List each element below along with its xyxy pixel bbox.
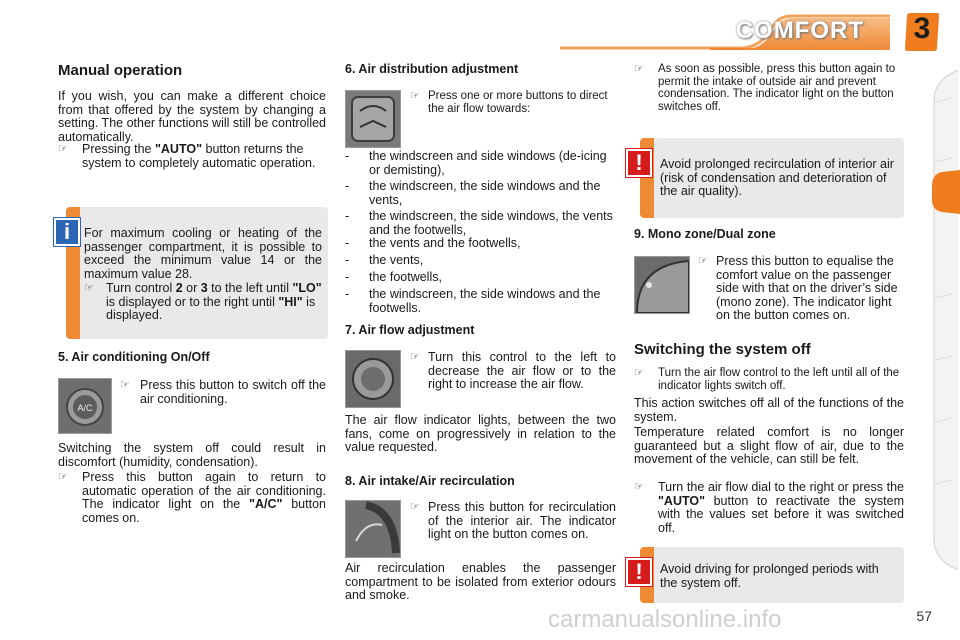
warning-icon: !: [626, 558, 652, 586]
switching-off-heading: Switching the system off: [634, 341, 811, 358]
info-box-text: For maximum cooling or heating of the passenger compartment, it is possible to exceed the minimum value 14 or the maximum value 28.: [84, 226, 322, 281]
pointing-hand-icon: ☞: [410, 351, 420, 363]
ac-paragraph: Switching the system off could result in discomfort (humidity, condensation).: [58, 441, 326, 469]
pointing-hand-icon: ☞: [634, 367, 644, 379]
air-flow-bullet: ☞ Turn this control to the left to decrease the air flow or to the right to increase the air flow.: [410, 350, 616, 391]
switching-off-paragraph-2: Temperature related comfort is no longer guaranteed but a slight flow of air, due to the movement of the vehicle, can still be felt.: [634, 425, 904, 466]
svg-text:A/C: A/C: [77, 403, 93, 413]
chapter-number: 3: [913, 12, 931, 45]
pointing-hand-icon: ☞: [120, 379, 130, 391]
switching-off-paragraph-1: This action switches off all of the functions of the system.: [634, 396, 904, 424]
pointing-hand-icon: ☞: [58, 471, 68, 483]
ac-bullet-2: ☞ Press this button again to return to automatic operation of the air conditioning. The indicator light on the "A/C" button comes on.: [58, 470, 326, 525]
warning-icon: !: [626, 149, 652, 177]
mono-zone-button-photo: [634, 256, 690, 314]
chapter-tabs[interactable]: [928, 70, 960, 570]
warning-text-system-off: Avoid driving for prolonged periods with the system off.: [660, 562, 879, 590]
recirculation-button-photo: [345, 500, 401, 558]
info-box-bullet: ☞ Turn control 2 or 3 to the left until "LO" is displayed or to the right until "HI" is displayed.: [84, 281, 322, 322]
auto-bullet: ☞ Pressing the "AUTO" button returns the system to completely automatic operation.: [58, 142, 316, 170]
pointing-hand-icon: ☞: [698, 255, 708, 267]
pointing-hand-icon: ☞: [84, 282, 94, 294]
recirculation-off-bullet: ☞ As soon as possible, press this button again to permit the intake of outside air and prevent condensation. The indicator light on the button switches off.: [634, 63, 896, 113]
mono-zone-bullet: ☞ Press this button to equalise the comfort value on the passenger side with that on the driver’s side (mono zone). The indicator light on the button comes on.: [698, 254, 898, 322]
distribution-bullet: ☞ Press one or more buttons to direct the air flow towards:: [410, 90, 608, 115]
distribution-buttons-photo: [345, 90, 401, 148]
pointing-hand-icon: ☞: [634, 63, 644, 75]
ac-button-photo: [58, 378, 112, 434]
pointing-hand-icon: ☞: [634, 481, 644, 493]
manual-operation-paragraph: If you wish, you can make a different choice from that offered by the system by changing a setting. The other functions will still be controlled automatically.: [58, 89, 326, 144]
info-icon: i: [54, 218, 80, 246]
recirculation-heading: 8. Air intake/Air recirculation: [345, 474, 515, 488]
pointing-hand-icon: ☞: [58, 143, 68, 155]
distribution-heading: 6. Air distribution adjustment: [345, 62, 519, 76]
ac-bullet: ☞ Press this button to switch off the air conditioning.: [120, 378, 326, 406]
manual-operation-heading: Manual operation: [58, 62, 183, 79]
recirculation-bullet: ☞ Press this button for recirculation of the interior air. The indicator light on the button comes on.: [410, 500, 616, 541]
chapter-title: COMFORT: [735, 17, 864, 44]
ac-heading: 5. Air conditioning On/Off: [58, 350, 210, 364]
air-flow-paragraph: The air flow indicator lights, between the two fans, come on progressively in relation to the value requested.: [345, 413, 616, 454]
air-flow-dial-photo: [345, 350, 401, 408]
warning-text-recirculation: Avoid prolonged recirculation of interior air (risk of condensation and deterioration of the air quality).: [660, 157, 894, 198]
watermark: carmanualsonline.info: [548, 606, 782, 633]
page-number: 57: [916, 608, 932, 624]
air-flow-heading: 7. Air flow adjustment: [345, 323, 475, 337]
switching-off-bullet: ☞ Turn the air flow control to the left until all of the indicator lights switch off.: [634, 367, 900, 392]
reactivate-bullet: ☞ Turn the air flow dial to the right or press the "AUTO" button to reactivate the system with the values set before it was switched off.: [634, 480, 904, 535]
recirculation-paragraph: Air recirculation enables the passenger compartment to be isolated from exterior odours and smoke.: [345, 561, 616, 602]
pointing-hand-icon: ☞: [410, 501, 420, 513]
pointing-hand-icon: ☞: [410, 90, 420, 102]
mono-zone-heading: 9. Mono zone/Dual zone: [634, 227, 776, 241]
